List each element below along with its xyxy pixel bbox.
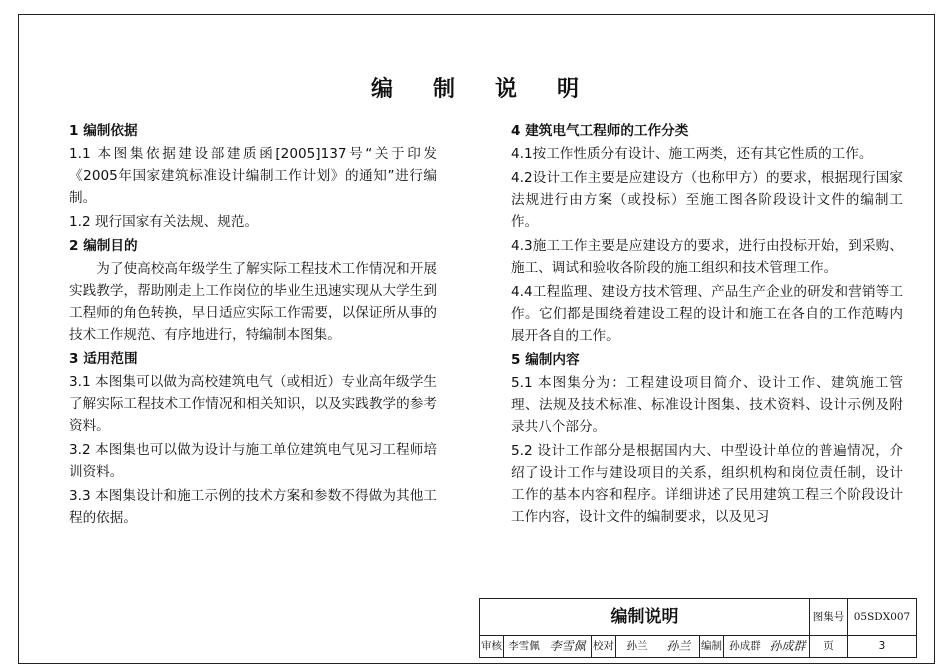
paragraph: 1.2 现行国家有关法规、规范。	[69, 214, 259, 230]
paragraph: 4.4工程监理、建设方技术管理、产品生产企业的研发和营销等工作。它们都是围绕着建设工程的设计和施工在各自的工作范畴内展开各自的工作。	[511, 284, 903, 344]
reviewer-name: 李雪佩	[508, 640, 540, 652]
paragraph: 5.2 设计工作部分是根据国内大、中型设计单位的普遍情况，介绍了设计工作与建设项目的关系，组织机构和岗位责任制，设计工作的基本内容和程序。详细讲述了民用建筑工程三个阶段设计工作内容，设计文件的编制要求，以及见习	[511, 443, 903, 525]
left-column	[69, 118, 437, 531]
page-title	[0, 72, 950, 103]
title-char: 制	[432, 77, 455, 102]
right-column	[511, 118, 903, 530]
page-label: 页	[810, 635, 848, 657]
page-number: 3	[878, 640, 886, 652]
atlas-number: 05SDX007	[853, 611, 911, 623]
title-block-signature-row	[480, 635, 916, 657]
paragraph: 3.3 本图集设计和施工示例的技术方案和参数不得做为其他工程的依据。	[69, 488, 437, 526]
section-heading: 4 建筑电气工程师的工作分类	[511, 123, 689, 139]
paragraph: 4.2设计工作主要是应建设方（也称甲方）的要求，根据现行国家法规进行由方案（或投标）至施工图各阶段设计文件的编制工作。	[511, 170, 903, 230]
draft-label: 编制	[700, 635, 724, 657]
title-char: 明	[557, 77, 580, 102]
paragraph: 5.1 本图集分为：工程建设项目简介、设计工作、建筑施工管理、法规及技术标准、标准设计图集、技术资料、设计示例及附录共八个部分。	[511, 375, 903, 435]
section-heading: 1 编制依据	[69, 123, 138, 139]
paragraph: 4.3施工工作主要是应建设方的要求，进行由投标开始，到采购、施工、调试和验收各阶段的施工组织和技术管理工作。	[511, 238, 903, 276]
paragraph: 1.1 本图集依据建设部建质函[2005]137号“关于印发《2005年国家建筑标准设计编制工作计划》的通知”进行编制。	[69, 146, 437, 206]
title-block-top-row	[480, 599, 916, 636]
checker-name: 孙兰	[626, 640, 648, 652]
title-block-title: 编制说明	[480, 599, 810, 635]
reviewer-signature: 李雪佩	[544, 635, 592, 657]
paragraph: 3.2 本图集也可以做为设计与施工单位建筑电气见习工程师培训资料。	[69, 442, 437, 480]
atlas-number-label: 图集号	[810, 599, 848, 635]
section-heading: 5 编制内容	[511, 352, 580, 368]
paragraph: 为了使高校高年级学生了解实际工程技术工作情况和开展实践教学，帮助刚走上工作岗位的毕业生迅速实现从大学生到工程师的角色转换，早日适应实际工作需要，以保证所从事的技术工作规范、有序地进行，特编制本图集。	[69, 261, 437, 343]
title-block	[479, 598, 917, 658]
title-char: 说	[495, 77, 518, 102]
title-char: 编	[370, 77, 393, 102]
drafter-signature: 孙成群	[766, 635, 810, 657]
section-heading: 2 编制目的	[69, 238, 138, 254]
paragraph: 3.1 本图集可以做为高校建筑电气（或相近）专业高年级学生了解实际工程技术工作情况和相关知识，以及实践教学的参考资料。	[69, 374, 437, 434]
checker-signature: 孙兰	[658, 635, 700, 657]
section-heading: 3 适用范围	[69, 351, 138, 367]
check-label: 校对	[592, 635, 616, 657]
review-label: 审核	[480, 635, 504, 657]
paragraph: 4.1按工作性质分有设计、施工两类，还有其它性质的工作。	[511, 146, 873, 162]
drafter-name: 孙成群	[729, 640, 761, 652]
